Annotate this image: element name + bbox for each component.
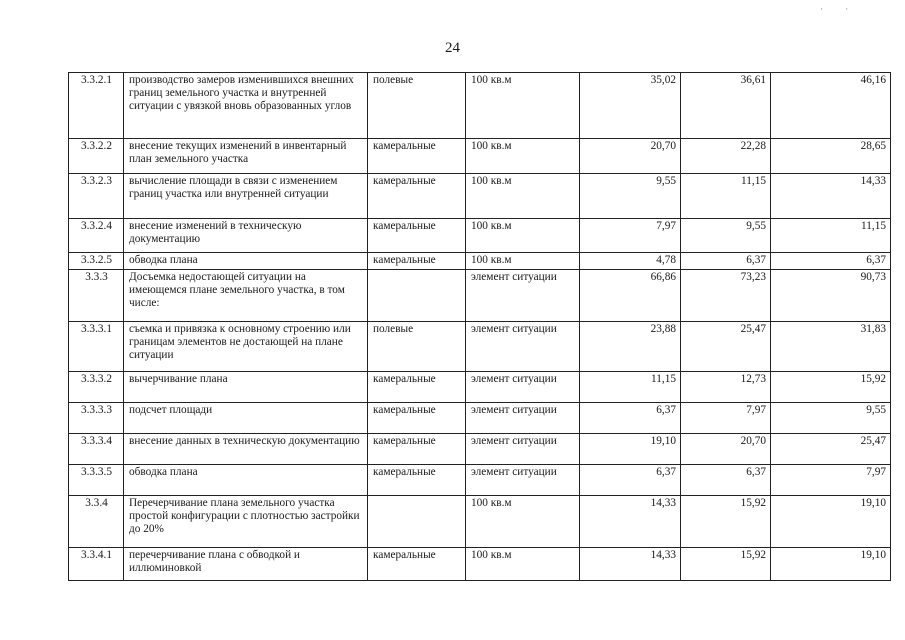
corner-scan-mark: · · [820, 4, 859, 14]
work-description: съемка и привязка к основному строению или границам элементов не достающей на плане ситуации [124, 322, 368, 372]
rate-value-1: 9,55 [580, 174, 681, 219]
table-row [69, 372, 891, 403]
rate-value-2: 73,23 [681, 270, 771, 322]
work-description: вычисление площади в связи с изменением границ участка или внутренней ситуации [124, 174, 368, 219]
item-number: 3.3.3.3 [69, 403, 124, 434]
work-type: камеральные [368, 253, 466, 270]
work-type [368, 270, 466, 322]
rate-value-3: 9,55 [771, 403, 891, 434]
table-row [69, 403, 891, 434]
work-description: вычерчивание плана [124, 372, 368, 403]
rate-value-1: 66,86 [580, 270, 681, 322]
table-row [69, 219, 891, 253]
table-row [69, 322, 891, 372]
item-number: 3.3.2.3 [69, 174, 124, 219]
work-description: подсчет площади [124, 403, 368, 434]
rate-value-1: 6,37 [580, 465, 681, 496]
unit-of-measure: 100 кв.м [466, 174, 580, 219]
work-description: производство замеров изменившихся внешних границ земельного участка и внутренней ситуации с увязкой вновь образованных углов [124, 73, 368, 139]
item-number: 3.3.3.4 [69, 434, 124, 465]
item-number: 3.3.2.5 [69, 253, 124, 270]
rate-value-2: 15,92 [681, 496, 771, 548]
unit-of-measure: 100 кв.м [466, 253, 580, 270]
rate-value-2: 22,28 [681, 139, 771, 174]
page-number: 24 [445, 40, 460, 56]
table-row [69, 139, 891, 174]
work-type: камеральные [368, 548, 466, 581]
unit-of-measure: элемент ситуации [466, 403, 580, 434]
work-type: полевые [368, 73, 466, 139]
work-type: камеральные [368, 174, 466, 219]
rate-value-3: 28,65 [771, 139, 891, 174]
work-description: обводка плана [124, 253, 368, 270]
item-number: 3.3.4.1 [69, 548, 124, 581]
rate-value-2: 20,70 [681, 434, 771, 465]
rate-value-3: 14,33 [771, 174, 891, 219]
rate-value-2: 6,37 [681, 253, 771, 270]
rate-value-1: 6,37 [580, 403, 681, 434]
item-number: 3.3.3.5 [69, 465, 124, 496]
table-row [69, 548, 891, 581]
rate-value-3: 7,97 [771, 465, 891, 496]
work-description: внесение текущих изменений в инвентарный план земельного участка [124, 139, 368, 174]
work-type: камеральные [368, 139, 466, 174]
work-type: камеральные [368, 372, 466, 403]
table-row [69, 434, 891, 465]
item-number: 3.3.2.2 [69, 139, 124, 174]
rate-value-2: 9,55 [681, 219, 771, 253]
table-row [69, 174, 891, 219]
rate-value-1: 19,10 [580, 434, 681, 465]
rate-value-1: 23,88 [580, 322, 681, 372]
unit-of-measure: элемент ситуации [466, 322, 580, 372]
rate-value-3: 6,37 [771, 253, 891, 270]
rate-value-3: 19,10 [771, 548, 891, 581]
rate-value-1: 35,02 [580, 73, 681, 139]
unit-of-measure: 100 кв.м [466, 139, 580, 174]
table-row [69, 73, 891, 139]
item-number: 3.3.2.4 [69, 219, 124, 253]
table-row [69, 465, 891, 496]
work-description: перечерчивание плана с обводкой и иллюминовкой [124, 548, 368, 581]
unit-of-measure: 100 кв.м [466, 73, 580, 139]
rate-value-3: 31,83 [771, 322, 891, 372]
rate-value-2: 15,92 [681, 548, 771, 581]
rate-value-2: 36,61 [681, 73, 771, 139]
rate-value-1: 4,78 [580, 253, 681, 270]
unit-of-measure: элемент ситуации [466, 270, 580, 322]
work-type: камеральные [368, 434, 466, 465]
rate-value-2: 12,73 [681, 372, 771, 403]
unit-of-measure: 100 кв.м [466, 548, 580, 581]
item-number: 3.3.2.1 [69, 73, 124, 139]
rate-value-1: 11,15 [580, 372, 681, 403]
rate-value-3: 11,15 [771, 219, 891, 253]
work-description: внесение изменений в техническую документацию [124, 219, 368, 253]
rate-value-1: 7,97 [580, 219, 681, 253]
unit-of-measure: 100 кв.м [466, 496, 580, 548]
rates-table [68, 72, 891, 581]
rate-value-1: 14,33 [580, 496, 681, 548]
rate-value-2: 11,15 [681, 174, 771, 219]
rate-value-3: 15,92 [771, 372, 891, 403]
work-description: обводка плана [124, 465, 368, 496]
unit-of-measure: элемент ситуации [466, 434, 580, 465]
work-description: Перечерчивание плана земельного участка простой конфигурации с плотностью застройки до 20% [124, 496, 368, 548]
work-type [368, 496, 466, 548]
rate-value-2: 25,47 [681, 322, 771, 372]
rate-value-3: 46,16 [771, 73, 891, 139]
unit-of-measure: элемент ситуации [466, 465, 580, 496]
rate-value-3: 25,47 [771, 434, 891, 465]
rate-value-3: 90,73 [771, 270, 891, 322]
table-row [69, 270, 891, 322]
work-description: внесение данных в техническую документацию [124, 434, 368, 465]
item-number: 3.3.3 [69, 270, 124, 322]
item-number: 3.3.3.2 [69, 372, 124, 403]
table-row [69, 496, 891, 548]
unit-of-measure: 100 кв.м [466, 219, 580, 253]
unit-of-measure: элемент ситуации [466, 372, 580, 403]
work-type: полевые [368, 322, 466, 372]
work-type: камеральные [368, 465, 466, 496]
rate-value-3: 19,10 [771, 496, 891, 548]
work-type: камеральные [368, 219, 466, 253]
work-type: камеральные [368, 403, 466, 434]
work-description: Досъемка недостающей ситуации на имеющемся плане земельного участка, в том числе: [124, 270, 368, 322]
item-number: 3.3.3.1 [69, 322, 124, 372]
rate-value-2: 6,37 [681, 465, 771, 496]
item-number: 3.3.4 [69, 496, 124, 548]
table-row [69, 253, 891, 270]
rate-value-1: 20,70 [580, 139, 681, 174]
rate-value-1: 14,33 [580, 548, 681, 581]
rate-value-2: 7,97 [681, 403, 771, 434]
